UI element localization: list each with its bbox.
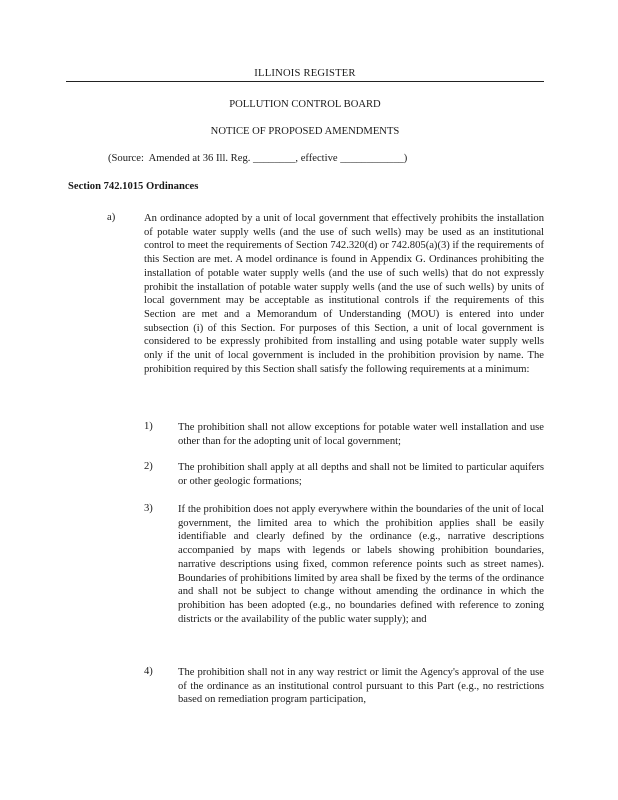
paragraph-label: a): [107, 212, 116, 223]
list-item-number: 3): [144, 503, 153, 514]
header-rule: [66, 81, 544, 82]
agency-name: POLLUTION CONTROL BOARD: [229, 99, 381, 110]
list-item-number: 2): [144, 461, 153, 472]
list-item-text: If the prohibition does not apply everywhere within the boundaries of the unit of local government, the limited area to which the prohibition applies shall be easily identifiable and clearly defined by the ordinance (e.g., narrative descriptions accompanied by maps with legends or labels showing prohibition boundaries, narrative descriptions using fixed, common reference points such as street names). Boundaries of prohibitions limited by area shall be fixed by the terms of the ordinance and shall not be subject to change without amending the ordinance in which the prohibition has been adopted (e.g., no boundaries defined with reference to zoning districts or the availability of the public water supply); and: [178, 504, 544, 625]
register-title: ILLINOIS REGISTER: [254, 68, 356, 79]
source-note: (Source: Amended at 36 Ill. Reg. ________, effective ____________): [108, 153, 408, 164]
list-item-number: 1): [144, 421, 153, 432]
section-heading: Section 742.1015 Ordinances: [68, 181, 199, 192]
list-item-text: The prohibition shall not in any way restrict or limit the Agency's approval of the use of the ordinance as an institutional control pursuant to this Part (e.g., no restrictions based on remediation program participation,: [178, 667, 544, 706]
list-item-number: 4): [144, 666, 153, 677]
notice-title: NOTICE OF PROPOSED AMENDMENTS: [210, 126, 400, 137]
list-item-text: The prohibition shall apply at all depths and shall not be limited to particular aquifers or other geologic formations;: [178, 462, 544, 487]
register-header: [66, 70, 544, 82]
paragraph-text: An ordinance adopted by a unit of local government that effectively prohibits the installation of potable water supply wells (and the use of such wells) may be used as an institutional control to meet the requirements of Section 742.320(d) or 742.805(a)(3) if the requirements of this Section are met. A model ordinance is found in Appendix G. Ordinances prohibiting the installation of potable water supply wells (and the use of such wells) that do not expressly prohibit the installation of potable water supply wells (and the use of such wells) by units of local government may be acceptable as institutional controls if the requirements of this Section are met and a Memorandum of Understanding (MOU) is entered into under subsection (i) of this Section. For purposes of this Section, a unit of local government is considered to be expressly prohibited from installing and using potable water supply wells only if the unit of local government is included in the prohibition provision by name. The prohibition required by this Section shall satisfy the following requirements at a minimum:: [144, 213, 544, 375]
list-item-text: The prohibition shall not allow exceptions for potable water well installation and use other than for the adopting unit of local government;: [178, 422, 544, 447]
